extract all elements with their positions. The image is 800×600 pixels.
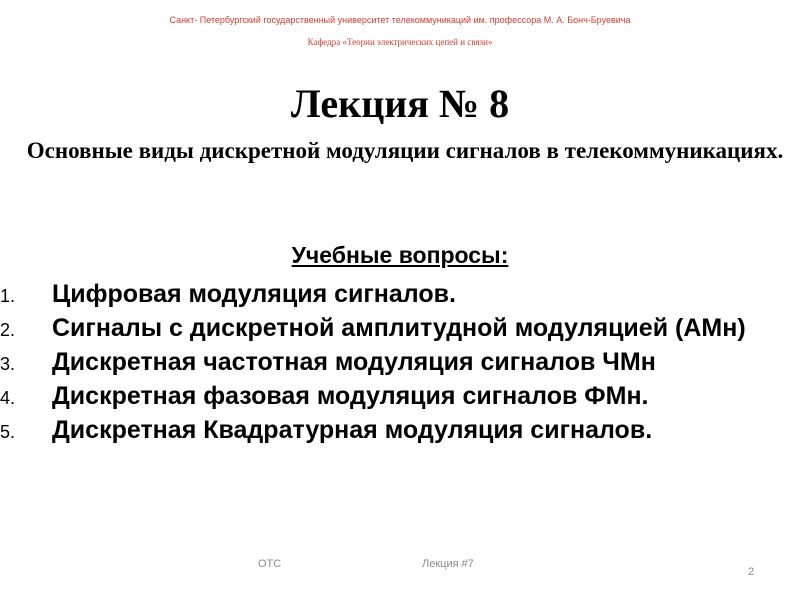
question-text: Цифровая модуляция сигналов. [52,280,456,308]
question-item-4 [0,382,790,410]
lecture-subtitle: Основные виды дискретной модуляции сигналов в телекоммуникациях. [26,138,784,163]
footer-course: ОТС [258,558,282,570]
question-text: Сигналы с дискретной амплитудной модуляцией (АМн) [52,314,746,342]
question-number: 1. [0,286,16,306]
questions-heading: Учебные вопросы: [291,242,509,268]
question-number: 5. [0,422,16,442]
department-header: Кафедра «Теории электрических цепей и связи» [307,37,493,47]
question-text: Дискретная частотная модуляция сигналов ЧМн [52,348,656,376]
questions-list [0,280,790,450]
question-item-1 [0,280,790,308]
question-item-2 [0,314,790,342]
footer-lecture: Лекция #7 [422,558,474,570]
question-item-3 [0,348,790,376]
university-header: Санкт- Петербургский государственный университет телекоммуникаций им. профессора М. А. Бонч-Бруевича [169,15,631,25]
question-number: 3. [0,354,16,374]
question-number: 4. [0,388,16,408]
page-number: 2 [748,566,755,578]
question-item-5 [0,416,790,444]
lecture-title: Лекция № 8 [290,81,510,126]
question-text: Дискретная фазовая модуляция сигналов ФМн. [52,382,649,410]
question-number: 2. [0,320,16,340]
question-text: Дискретная Квадратурная модуляция сигналов. [52,416,653,444]
